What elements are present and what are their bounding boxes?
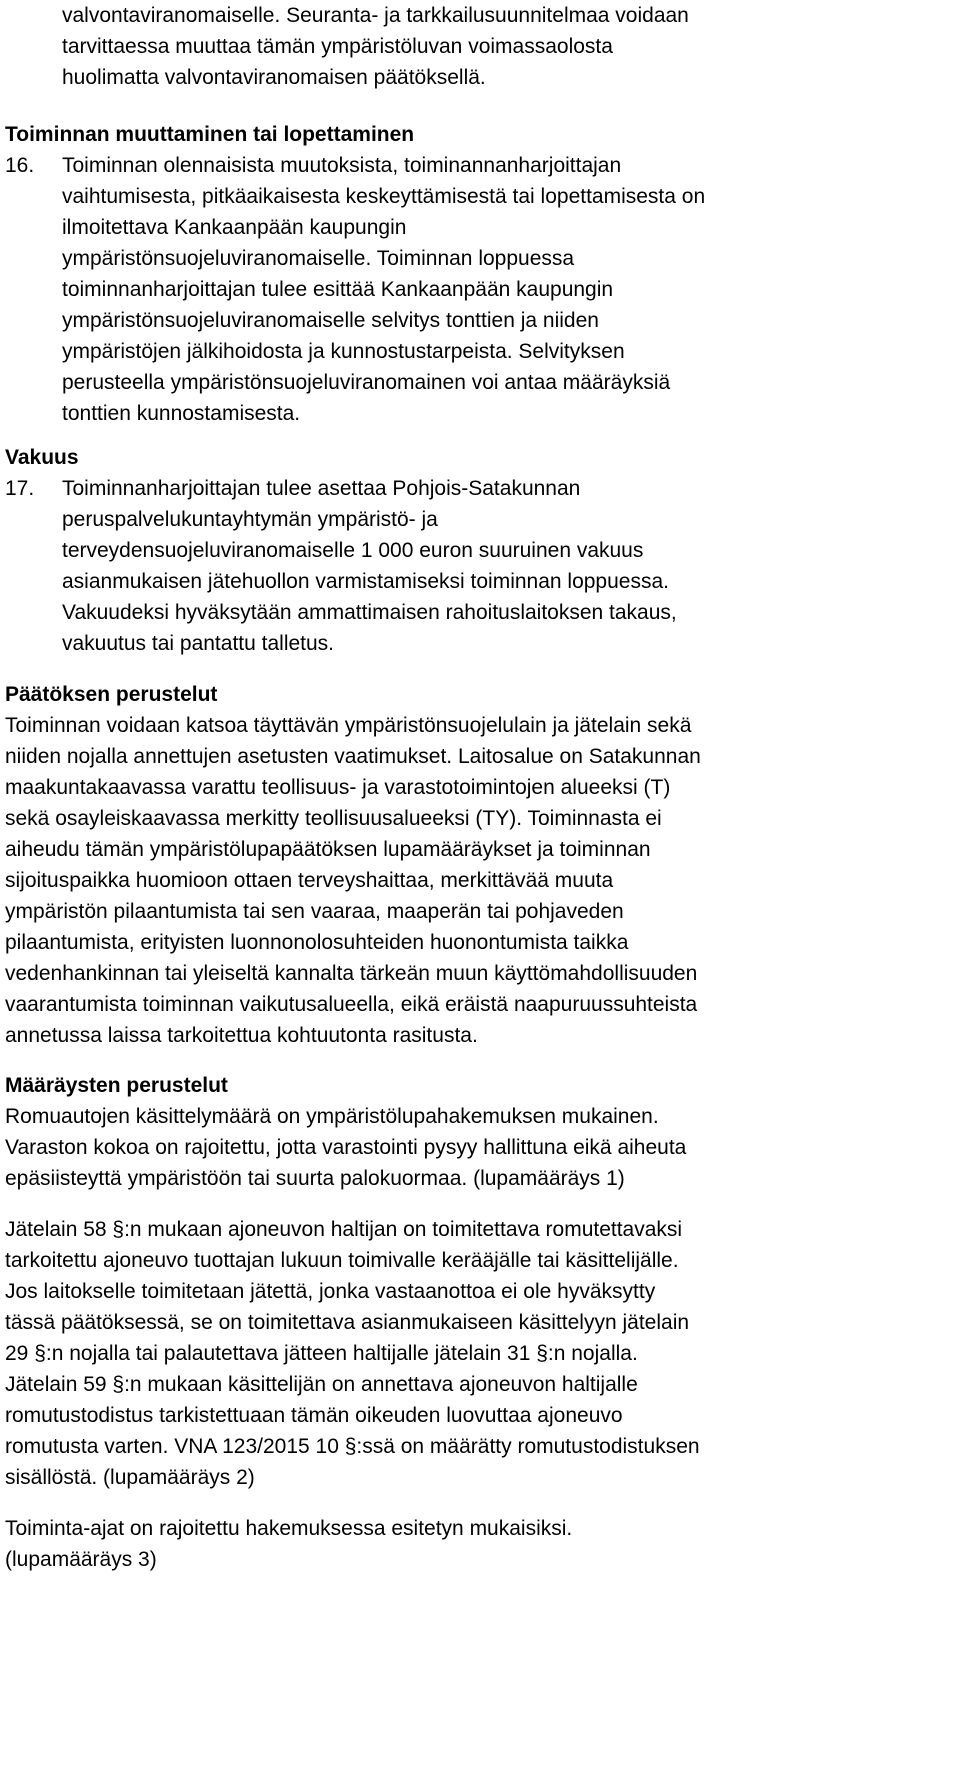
change-line-6: ympäristönsuojeluviranomaiselle selvitys tonttien ja niiden (62, 309, 599, 332)
security-line-4: asianmukaisen jätehuollon varmistamiseksi toiminnan loppuessa. (62, 570, 669, 593)
change-line-8: perusteella ympäristönsuojeluviranomainen voi antaa määräyksiä (62, 371, 671, 394)
change-line-1: Toiminnan olennaisista muutoksista, toiminannanharjoittajan (62, 154, 622, 177)
section-heading-regulation-grounds: Määräysten perustelut (5, 1074, 228, 1097)
change-line-3: ilmoitettava Kankaanpään kaupungin (62, 216, 407, 239)
regulation-p2-line-1: Jätelain 58 §:n mukaan ajoneuvon haltijan on toimitettava romutettavaksi (5, 1218, 683, 1241)
regulation-p2-line-4: tässä päätöksessä, se on toimitettava asianmukaiseen käsittelyyn jätelain (5, 1311, 690, 1334)
regulation-p2-line-6: Jätelain 59 §:n mukaan käsittelijän on annettava ajoneuvon haltijalle (5, 1373, 638, 1396)
regulation-p2-line-7: romutustodistus tarkistettuaan tämän oikeuden luovuttaa ajoneuvo (5, 1404, 623, 1427)
security-line-6: vakuutus tai pantattu talletus. (62, 632, 335, 655)
intro-line-3: huolimatta valvontaviranomaisen päätöksellä. (62, 66, 486, 89)
regulation-p2-line-9: sisällöstä. (lupamääräys 2) (5, 1466, 255, 1489)
change-line-5: toiminnanharjoittajan tulee esittää Kankaanpään kaupungin (62, 278, 614, 301)
section-heading-security: Vakuus (5, 446, 79, 469)
decision-line-5: aiheudu tämän ympäristölupapäätöksen lupamääräykset ja toiminnan (5, 838, 651, 861)
security-line-1: Toiminnanharjoittajan tulee asettaa Pohjois-Satakunnan (62, 477, 581, 500)
regulation-p3-line-2: (lupamääräys 3) (5, 1548, 157, 1571)
regulation-p1-line-2: Varaston kokoa on rajoitettu, jotta varastointi pysyy hallittuna eikä aiheuta (5, 1136, 687, 1159)
decision-line-3: maakuntakaavassa varattu teollisuus- ja varastotoimintojen alueeksi (T) (5, 776, 671, 799)
change-line-4: ympäristönsuojeluviranomaiselle. Toiminnan loppuessa (62, 247, 575, 270)
regulation-p1-line-1: Romuautojen käsittelymäärä on ympäristölupahakemuksen mukainen. (5, 1105, 659, 1128)
regulation-p2-line-3: Jos laitokselle toimitetaan jätettä, jonka vastaanottoa ei ole hyväksytty (5, 1280, 656, 1303)
security-line-2: peruspalvelukuntayhtymän ympäristö- ja (62, 508, 438, 531)
decision-line-6: sijoituspaikka huomioon ottaen terveyshaittaa, merkittävää muuta (5, 869, 614, 892)
decision-line-4: sekä osayleiskaavassa merkitty teollisuusalueeksi (TY). Toiminnasta ei (5, 807, 662, 830)
section-heading-decision-grounds: Päätöksen perustelut (5, 683, 218, 706)
decision-line-10: vaarantumista toiminnan vaikutusalueella, eikä eräistä naapuruussuhteista (5, 993, 698, 1016)
security-line-3: terveydensuojeluviranomaiselle 1 000 euron suuruinen vakuus (62, 539, 644, 562)
change-line-7: ympäristöjen jälkihoidosta ja kunnostustarpeista. Selvityksen (62, 340, 625, 363)
decision-line-8: pilaantumista, erityisten luonnonolosuhteiden huonontumista taikka (5, 931, 629, 954)
decision-line-1: Toiminnan voidaan katsoa täyttävän ympäristönsuojelulain ja jätelain sekä (5, 714, 692, 737)
decision-line-9: vedenhankinnan tai yleiseltä kannalta tärkeän muun käyttömahdollisuuden (5, 962, 698, 985)
decision-line-2: niiden nojalla annettujen asetusten vaatimukset. Laitosalue on Satakunnan (5, 745, 701, 768)
regulation-p2-line-2: tarkoitettu ajoneuvo tuottajan lukuun toimivalle kerääjälle tai käsittelijälle. (5, 1249, 679, 1272)
intro-line-1: valvontaviranomaiselle. Seuranta- ja tarkkailusuunnitelmaa voidaan (62, 4, 689, 27)
regulation-p1-line-3: epäsiisteyttä ympäristöön tai suurta palokuormaa. (lupamääräys 1) (5, 1167, 625, 1190)
decision-line-7: ympäristön pilaantumista tai sen vaaraa, maaperän tai pohjaveden (5, 900, 624, 923)
regulation-p3-line-1: Toiminta-ajat on rajoitettu hakemuksessa esitetyn mukaisiksi. (5, 1517, 573, 1540)
decision-line-11: annetussa laissa tarkoitettua kohtuutonta rasitusta. (5, 1024, 478, 1047)
regulation-p2-line-5: 29 §:n nojalla tai palautettava jätteen haltijalle jätelain 31 §:n nojalla. (5, 1342, 638, 1365)
security-line-5: Vakuudeksi hyväksytään ammattimaisen rahoituslaitoksen takaus, (62, 601, 677, 624)
change-line-2: vaihtumisesta, pitkäaikaisesta keskeyttämisestä tai lopettamisesta on (62, 185, 706, 208)
section-heading-change: Toiminnan muuttaminen tai lopettaminen (5, 123, 415, 146)
change-line-9: tonttien kunnostamisesta. (62, 402, 301, 425)
intro-line-2: tarvittaessa muuttaa tämän ympäristöluvan voimassaolosta (62, 35, 613, 58)
regulation-p2-line-8: romutusta varten. VNA 123/2015 10 §:ssä on määrätty romutustodistuksen (5, 1435, 700, 1458)
item-number-16: 16. (5, 154, 35, 177)
item-number-17: 17. (5, 477, 35, 500)
